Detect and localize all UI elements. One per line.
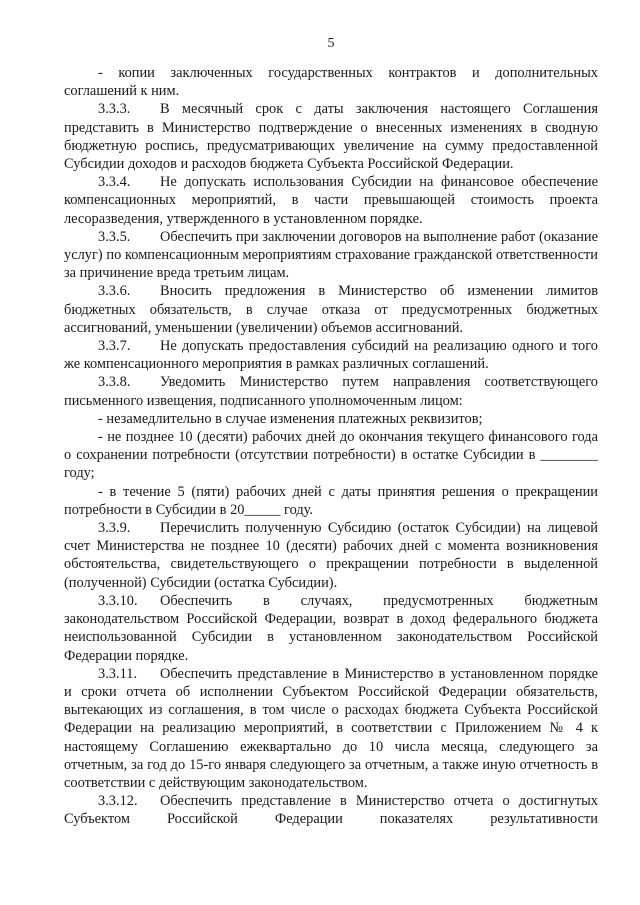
clause-number: 3.3.5. [98,228,131,245]
clause-3-3-6 [64,282,598,337]
clause-text: Не допускать использования Субсидии на финансовое обеспечение компенсационных мероприятий, в части превышающей стоимость проекта лесоразведения, утвержденного в установленном порядке. [64,174,598,227]
clause-3-3-7 [64,337,598,373]
clause-3-3-9 [64,519,598,592]
page-number: 5 [327,36,335,51]
clause-number: 3.3.9. [98,520,131,537]
clause-text: Обеспечить при заключении договоров на выполнение работ (оказание услуг) по компенсационным мероприятиям страхование гражданской ответственности за причинение вреда третьим лицам. [64,228,598,282]
clause-3-3-5 [64,228,598,283]
clause-text: Перечислить полученную Субсидию (остаток Субсидии) на лицевой счет Министерства не позднее 10 (десяти) рабочих дней с момента возникновения обстоятельства, свидетельствующего о прекращении потребности в выделенной (полученной) Субсидии (остатка Субсидии). [64,520,598,591]
list-item-payment-details [64,410,598,428]
clause-number: 3.3.4. [98,174,131,191]
clause-3-3-11 [64,665,598,792]
clause-3-3-10 [64,592,598,665]
document-body [64,64,598,829]
clause-text: Обеспечить в случаях, предусмотренных бюджетным законодательством Российской Федерации, возврат в доход федерального бюджета неиспользованной Субсидии в установленном законодательством Российской Федерации порядке. [64,592,598,664]
clause-text: Обеспечить представление в Министерство отчета о достигнутых Субъектом Российской Федерации показателях результативности [64,793,598,828]
clause-3-3-3 [64,100,598,173]
clause-text: В месячный срок с даты заключения настоящего Соглашения представить в Министерство подтверждение о внесенных изменениях в сводную бюджетную роспись, предусматривающих увеличение на сумму предоставленной Субсидии доходов и расходов бюджета Субъекта Российской Федерации. [64,101,598,173]
clause-number: 3.3.12. [98,793,138,810]
clause-number: 3.3.8. [98,374,131,391]
clause-3-3-8 [64,373,598,409]
clause-text: Уведомить Министерство путем направления соответствующего письменного извещения, подписанного уполномоченным лицом: [64,374,598,409]
clause-text: Не допускать предоставления субсидий на реализацию одного и того же компенсационного мероприятия в рамках различных соглашений. [64,338,598,373]
list-item-text: - незамедлительно в случае изменения платежных реквизитов; [98,410,483,427]
clause-text: Вносить предложения в Министерство об изменении лимитов бюджетных обязательств, в случае отказа от предусмотренных бюджетных ассигнований, уменьшении (увеличении) объемов ассигнований. [64,283,598,336]
clause-number: 3.3.3. [98,101,131,118]
clause-3-3-4 [64,173,598,228]
clause-number: 3.3.10. [98,592,138,609]
clause-number: 3.3.11. [98,665,138,682]
paragraph-contract-copies [64,64,598,100]
list-item-text: - не позднее 10 (десяти) рабочих дней до окончания текущего финансового года о сохранении потребности (отсутствии потребности) в остатке Субсидии в ________ году; [64,429,598,482]
list-item-fiscal-year-need [64,428,598,483]
clause-number: 3.3.6. [98,283,131,300]
list-item-text: - в течение 5 (пяти) рабочих дней с даты принятия решения о прекращении потребности в Субсидии в 20_____ году. [64,483,598,518]
clause-number: 3.3.7. [98,338,131,355]
clause-text: Обеспечить представление в Министерство в установленном порядке и сроки отчета об исполнении Субъектом Российской Федерации обязательств, вытекающих из соглашения, в том числе о расходах бюджета Субъекта Российской Федерации на реализацию мероприятий, в соответствии с Приложением № 4 к настоящему Соглашению ежеквартально до 10 числа месяца, следующего за отчетным, за год до 15-го января следующего за отчетным, а также иную отчетность в соответствии с действующим законодательством. [64,665,598,791]
paragraph-text: - копии заключенных государственных контрактов и дополнительных соглашений к ним. [64,65,598,100]
list-item-termination-need [64,483,598,519]
clause-3-3-12 [64,792,598,828]
